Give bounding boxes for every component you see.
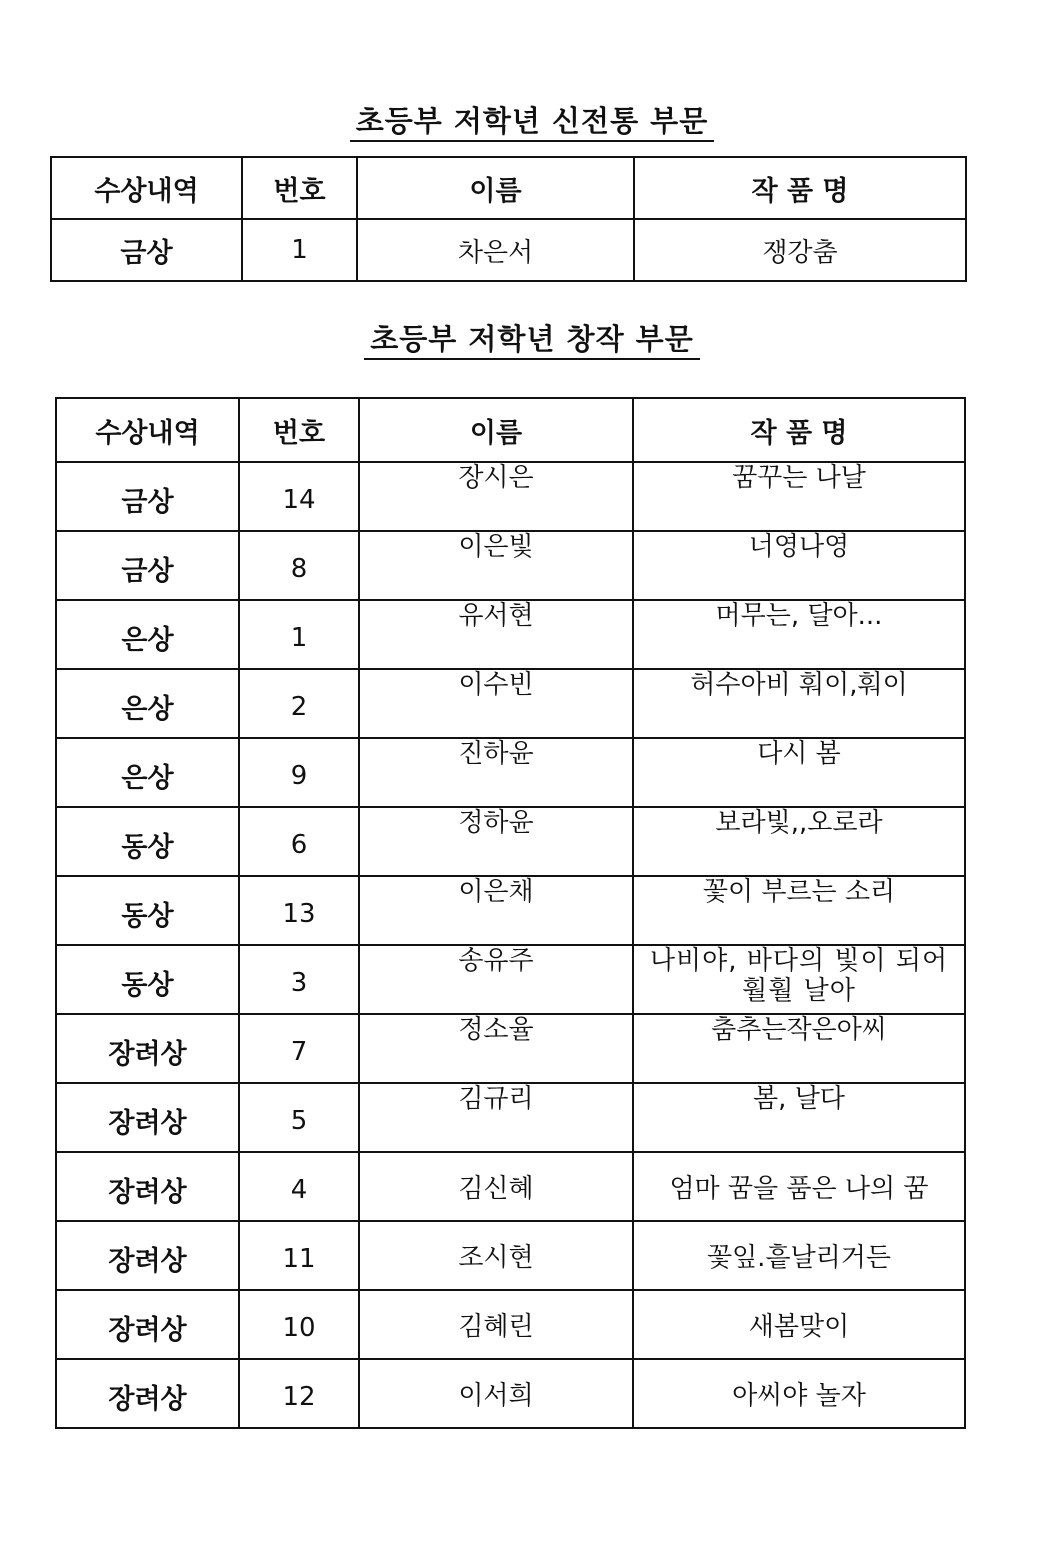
section-title-traditional-text: 초등부 저학년 신전통 부문 — [350, 104, 714, 142]
award-table-creative — [55, 397, 966, 1429]
name-cell: 진하윤 — [359, 738, 633, 807]
table-header-row — [56, 398, 965, 462]
header-prize: 수상내역 — [51, 157, 242, 219]
table-row — [56, 1290, 965, 1359]
table-row — [56, 462, 965, 531]
number-cell: 4 — [239, 1152, 359, 1221]
table-row — [56, 600, 965, 669]
number-cell: 8 — [239, 531, 359, 600]
prize-cell: 은상 — [56, 600, 239, 669]
name-cell: 차은서 — [357, 219, 634, 281]
work-cell: 쟁강춤 — [634, 219, 966, 281]
number-cell: 13 — [239, 876, 359, 945]
table-row — [56, 531, 965, 600]
award-table-traditional — [50, 156, 967, 282]
table-row — [56, 738, 965, 807]
name-cell: 김규리 — [359, 1083, 633, 1152]
number-cell: 10 — [239, 1290, 359, 1359]
number-cell: 1 — [242, 219, 357, 281]
name-cell: 이은채 — [359, 876, 633, 945]
work-cell: 꿈꾸는 나날 — [633, 462, 965, 531]
section-title-creative-text: 초등부 저학년 창작 부문 — [364, 322, 699, 360]
table-row — [56, 1083, 965, 1152]
prize-cell: 금상 — [51, 219, 242, 281]
prize-cell: 동상 — [56, 945, 239, 1014]
header-work: 작 품 명 — [633, 398, 965, 462]
work-cell: 아씨야 놀자 — [633, 1359, 965, 1428]
prize-cell: 장려상 — [56, 1083, 239, 1152]
number-cell: 7 — [239, 1014, 359, 1083]
prize-cell: 금상 — [56, 462, 239, 531]
prize-cell: 동상 — [56, 876, 239, 945]
number-cell: 11 — [239, 1221, 359, 1290]
prize-cell: 장려상 — [56, 1152, 239, 1221]
name-cell: 이서희 — [359, 1359, 633, 1428]
prize-cell: 장려상 — [56, 1014, 239, 1083]
work-cell: 춤추는작은아씨 — [633, 1014, 965, 1083]
name-cell: 장시은 — [359, 462, 633, 531]
prize-cell: 은상 — [56, 738, 239, 807]
prize-cell: 장려상 — [56, 1359, 239, 1428]
prize-cell: 금상 — [56, 531, 239, 600]
section-title-traditional — [0, 104, 1064, 142]
name-cell: 송유주 — [359, 945, 633, 1014]
section-title-creative — [0, 322, 1064, 360]
name-cell: 정소율 — [359, 1014, 633, 1083]
prize-cell: 장려상 — [56, 1221, 239, 1290]
name-cell: 정하윤 — [359, 807, 633, 876]
number-cell: 1 — [239, 600, 359, 669]
name-cell: 유서현 — [359, 600, 633, 669]
work-cell: 너영나영 — [633, 531, 965, 600]
name-cell: 김신혜 — [359, 1152, 633, 1221]
work-cell: 허수아비 훠이,훠이 — [633, 669, 965, 738]
table-row — [56, 1221, 965, 1290]
header-prize: 수상내역 — [56, 398, 239, 462]
table-row — [56, 1152, 965, 1221]
number-cell: 3 — [239, 945, 359, 1014]
header-name: 이름 — [359, 398, 633, 462]
table-row — [56, 876, 965, 945]
header-number: 번호 — [242, 157, 357, 219]
name-cell: 이은빛 — [359, 531, 633, 600]
number-cell: 9 — [239, 738, 359, 807]
number-cell: 2 — [239, 669, 359, 738]
header-work: 작 품 명 — [634, 157, 966, 219]
table-row — [56, 1359, 965, 1428]
header-name: 이름 — [357, 157, 634, 219]
work-cell: 꽃잎.흩날리거든 — [633, 1221, 965, 1290]
table-row — [56, 807, 965, 876]
table-row — [56, 1014, 965, 1083]
number-cell: 5 — [239, 1083, 359, 1152]
table-header-row — [51, 157, 966, 219]
work-cell: 엄마 꿈을 품은 나의 꿈 — [633, 1152, 965, 1221]
name-cell: 김혜린 — [359, 1290, 633, 1359]
work-cell: 꽃이 부르는 소리 — [633, 876, 965, 945]
work-cell: 나비야, 바다의 빛이 되어 훨훨 날아 — [633, 945, 965, 1014]
number-cell: 12 — [239, 1359, 359, 1428]
work-cell: 머무는, 달아... — [633, 600, 965, 669]
prize-cell: 동상 — [56, 807, 239, 876]
number-cell: 6 — [239, 807, 359, 876]
table-row — [51, 219, 966, 281]
name-cell: 조시현 — [359, 1221, 633, 1290]
work-cell: 새봄맞이 — [633, 1290, 965, 1359]
name-cell: 이수빈 — [359, 669, 633, 738]
work-cell: 보라빛,,오로라 — [633, 807, 965, 876]
table-row — [56, 669, 965, 738]
prize-cell: 장려상 — [56, 1290, 239, 1359]
number-cell: 14 — [239, 462, 359, 531]
prize-cell: 은상 — [56, 669, 239, 738]
work-cell: 다시 봄 — [633, 738, 965, 807]
work-cell: 봄, 날다 — [633, 1083, 965, 1152]
header-number: 번호 — [239, 398, 359, 462]
table-row — [56, 945, 965, 1014]
